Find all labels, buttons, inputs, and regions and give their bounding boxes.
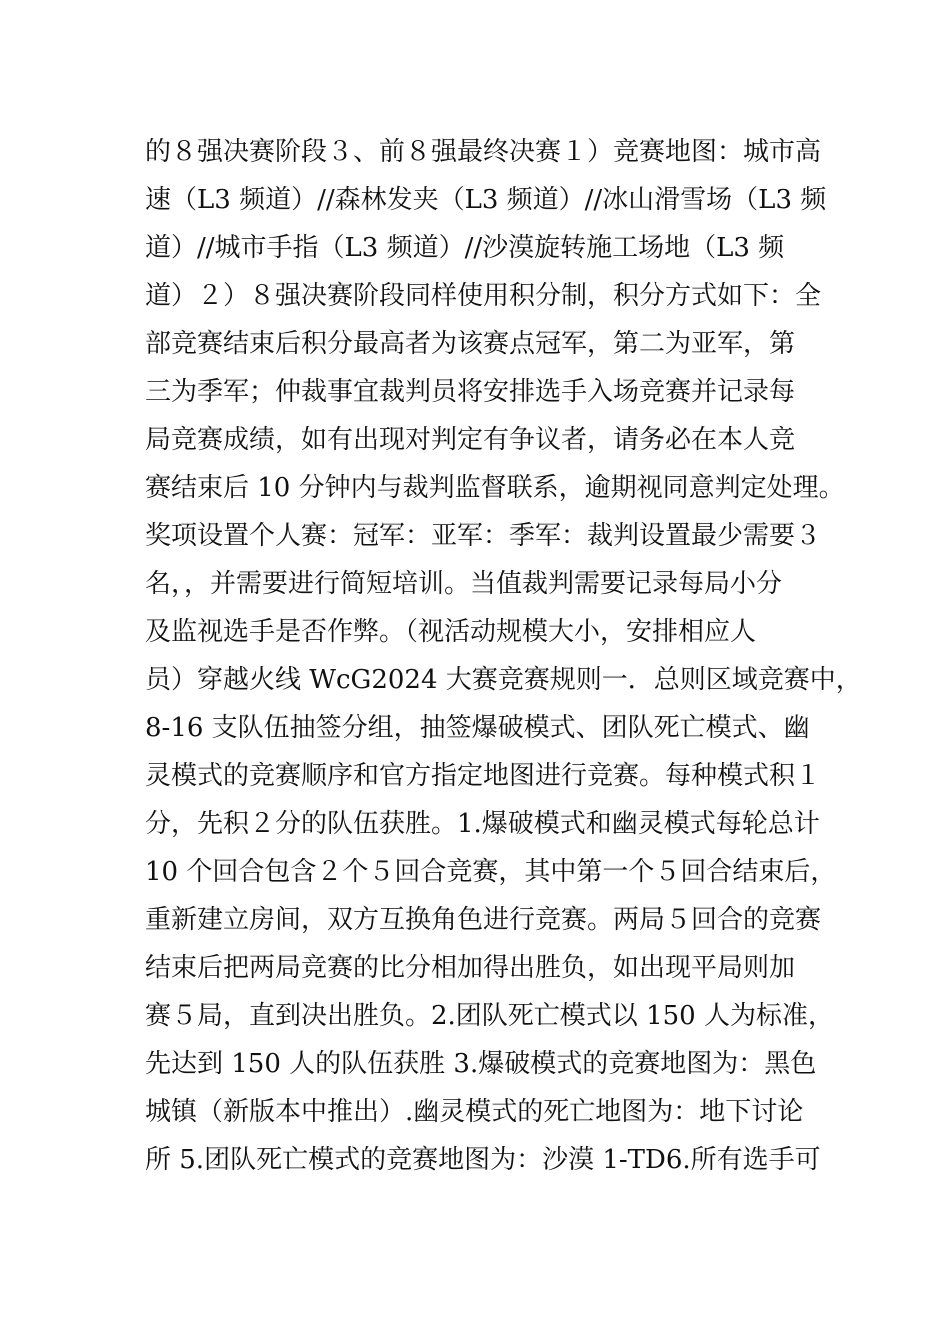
text-line: 的８强决赛阶段３、前８强最终决赛１）竞赛地图：城市高 bbox=[145, 137, 822, 167]
text-line: 所 5.团队死亡模式的竞赛地图为：沙漠 1-TD6.所有选手可 bbox=[145, 1145, 821, 1175]
text-line: 道）２）８强决赛阶段同样使用积分制，积分方式如下：全 bbox=[145, 281, 822, 311]
text-line: 三为季军；仲裁事宜裁判员将安排选手入场竞赛并记录每 bbox=[145, 377, 796, 407]
text-line: 速（L3 频道）//森林发夹（L3 频道）//冰山滑雪场（L3 频 bbox=[145, 185, 827, 215]
text-line: 灵模式的竞赛顺序和官方指定地图进行竞赛。每种模式积１ bbox=[145, 761, 822, 791]
text-line: 10 个回合包含２个５回合竞赛，其中第一个５回合结束后， bbox=[145, 857, 837, 887]
text-line: 城镇（新版本中推出）.幽灵模式的死亡地图为：地下讨论 bbox=[145, 1097, 804, 1127]
text-line: 结束后把两局竞赛的比分相加得出胜负，如出现平局则加 bbox=[145, 953, 796, 983]
text-line: 局竞赛成绩，如有出现对判定有争议者，请务必在本人竞 bbox=[145, 425, 796, 455]
text-line: 重新建立房间，双方互换角色进行竞赛。两局５回合的竞赛 bbox=[145, 905, 822, 935]
text-line: 奖项设置个人赛：冠军：亚军：季军：裁判设置最少需要３ bbox=[145, 521, 822, 551]
text-line: 先达到 150 人的队伍获胜 3.爆破模式的竞赛地图为：黑色 bbox=[145, 1049, 817, 1079]
text-line: 部竞赛结束后积分最高者为该赛点冠军，第二为亚军，第 bbox=[145, 329, 796, 359]
text-line: 赛５局，直到决出胜负。2.团队死亡模式以 150 人为标准， bbox=[145, 1001, 834, 1031]
text-line: 名，，并需要进行简短培训。当值裁判需要记录每局小分 bbox=[145, 569, 783, 599]
text-line: 8-16 支队伍抽签分组，抽签爆破模式、团队死亡模式、幽 bbox=[145, 713, 810, 743]
text-line: 员）穿越火线 WcG2024 大赛竞赛规则一．总则区域竞赛中， bbox=[145, 665, 862, 695]
text-line: 赛结束后 10 分钟内与裁判监督联系，逾期视同意判定处理。 bbox=[145, 473, 845, 503]
text-line: 分，先积２分的队伍获胜。1.爆破模式和幽灵模式每轮总计 bbox=[145, 809, 820, 839]
text-line: 及监视选手是否作弊。（视活动规模大小，安排相应人 bbox=[145, 617, 757, 647]
text-line: 道）//城市手指（L3 频道）//沙漠旋转施工场地（L3 频 bbox=[145, 233, 785, 263]
